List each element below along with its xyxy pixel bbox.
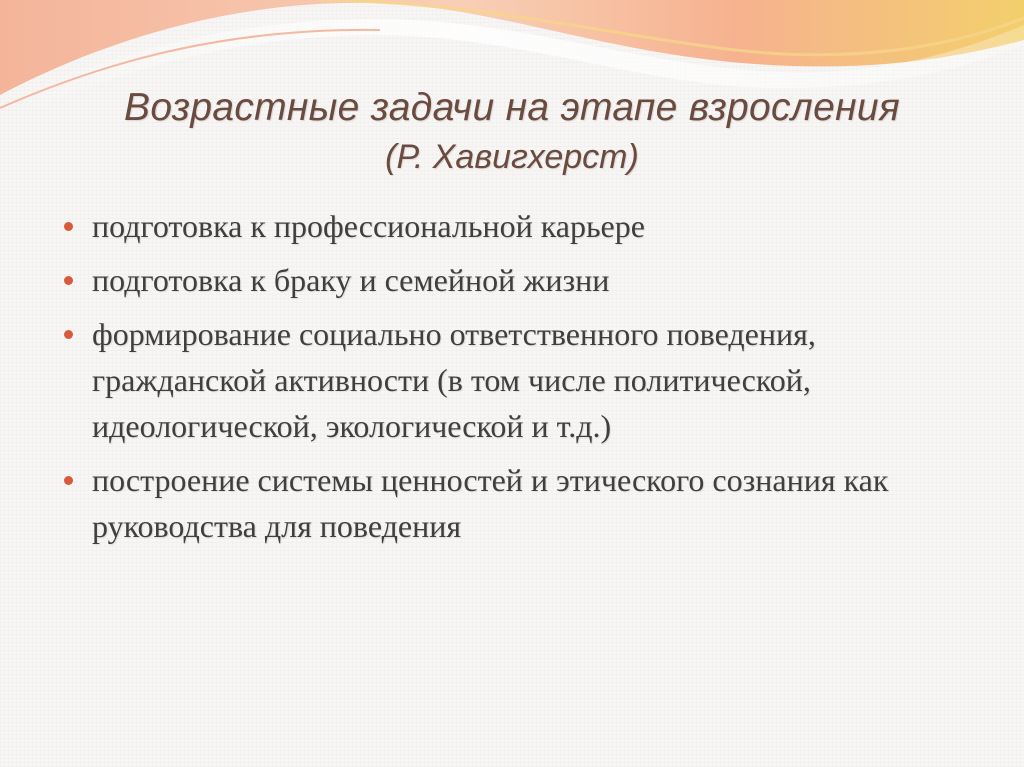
bullet-text: построение системы ценностей и этического сознания как руководства для поведения	[92, 462, 889, 544]
title-block	[0, 82, 1024, 180]
bullet-dot-icon	[64, 476, 73, 485]
slide-title: Возрастные задачи на этапе взросления	[124, 86, 900, 129]
bullet-text: подготовка к профессиональной карьере	[92, 208, 645, 244]
bullet-item	[58, 257, 958, 303]
bullet-item	[58, 457, 958, 549]
bullet-text: подготовка к браку и семейной жизни	[92, 262, 610, 298]
bullet-dot-icon	[64, 276, 73, 285]
bullet-text: формирование социально ответственного поведения, гражданской активности (в том числе политической, идеологической, экологической и т.д.)	[92, 316, 816, 444]
bullet-list	[58, 203, 958, 557]
bullet-dot-icon	[64, 222, 73, 231]
slide-subtitle: (Р. Хавигхерст)	[385, 138, 639, 176]
bullet-item	[58, 311, 958, 449]
bullet-dot-icon	[64, 330, 73, 339]
bullet-item	[58, 203, 958, 249]
